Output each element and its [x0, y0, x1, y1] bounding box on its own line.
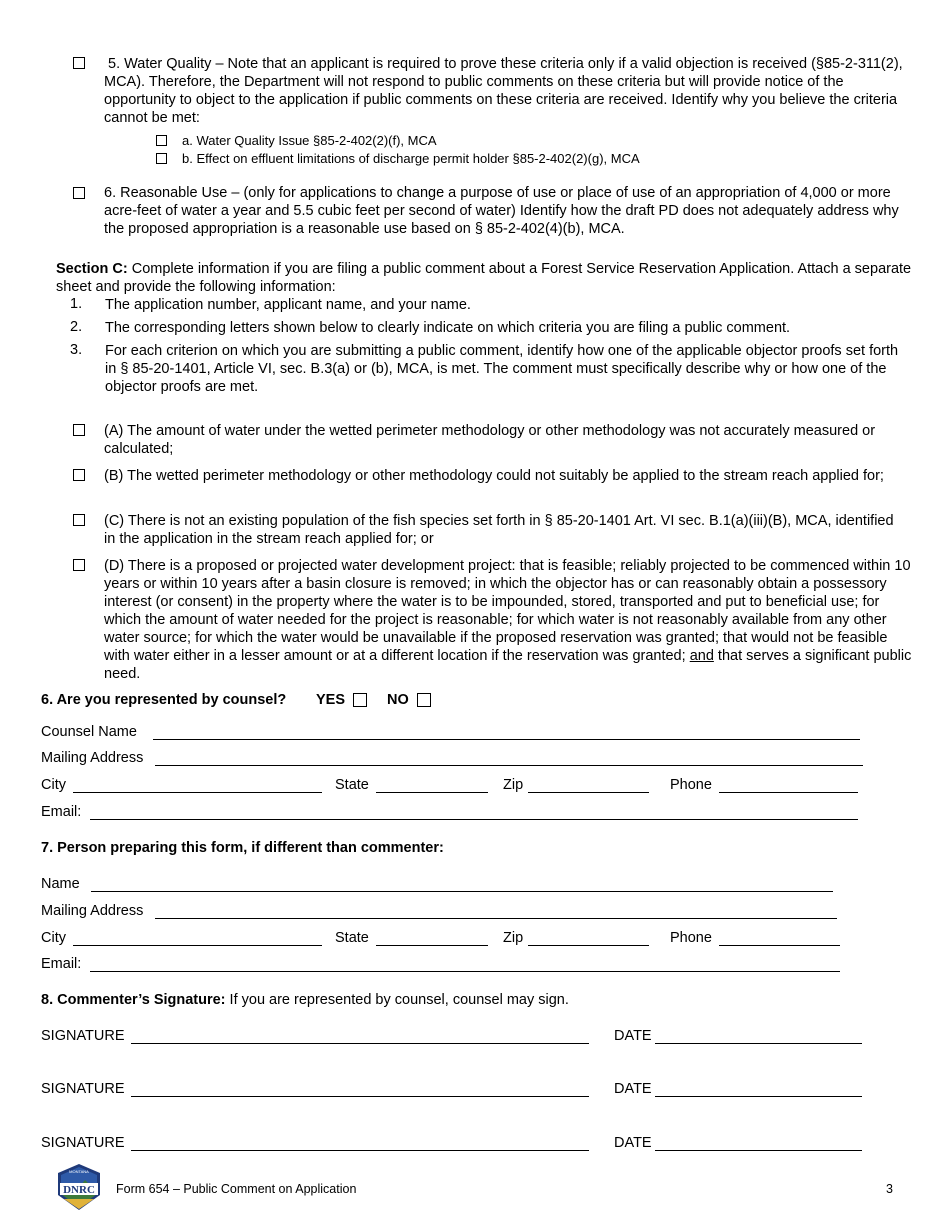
- counsel-yes-checkbox[interactable]: [353, 693, 367, 707]
- preparer-city-field[interactable]: [73, 945, 322, 946]
- counsel-state-label: State: [335, 777, 369, 793]
- list-item-3: For each criterion on which you are submitting a public comment, identify how one of the applicable objector proofs set forth in § 85-20-1401, Article VI, sec. B.3(a) or (b), MCA, is met. The comment must specifically describe why or how one of the objector proofs are met.: [105, 343, 899, 395]
- preparer-state-field[interactable]: [376, 945, 488, 946]
- water-quality-checkbox[interactable]: [73, 57, 85, 69]
- criterion-c-checkbox[interactable]: [73, 514, 85, 526]
- page-number: 3: [886, 1182, 893, 1196]
- signature-field-1[interactable]: [131, 1043, 589, 1044]
- preparer-state-label: State: [335, 930, 369, 946]
- preparer-phone-field[interactable]: [719, 945, 840, 946]
- counsel-email-field[interactable]: [90, 819, 858, 820]
- criterion-d-text: [104, 557, 914, 683]
- counsel-city-field[interactable]: [73, 792, 322, 793]
- water-quality-text: 5. Water Quality – Note that an applicant is required to prove these criteria only if a valid objection is received (§85-2-311(2), MCA). Therefore, the Department will not respond to public comments on these criteria but will provide notice of the opportunity to object to the application if public comments on these criteria are received. Identify why you believe the criteria cannot be met:: [104, 56, 903, 126]
- preparer-mailing-label: Mailing Address: [41, 903, 144, 919]
- date-field-3[interactable]: [655, 1150, 862, 1151]
- counsel-phone-field[interactable]: [719, 792, 858, 793]
- date-label-1: DATE: [614, 1028, 652, 1044]
- criterion-d-checkbox[interactable]: [73, 559, 85, 571]
- counsel-city-label: City: [41, 777, 66, 793]
- criterion-b-text: (B) The wetted perimeter methodology or other methodology could not suitably be applied to the stream reach applied for;: [104, 468, 884, 484]
- preparer-zip-label: Zip: [503, 930, 524, 946]
- counsel-mailing-field[interactable]: [155, 765, 863, 766]
- counsel-question: 6. Are you represented by counsel?: [41, 692, 287, 708]
- criterion-c-text: (C) There is not an existing population of the fish species set forth in § 85-20-1401 Art. VI sec. B.1(a)(iii)(B), MCA, identified in the application in the stream reach applied for; or: [104, 513, 894, 547]
- counsel-email-label: Email:: [41, 804, 82, 820]
- criterion-d-and: and: [689, 648, 714, 664]
- counsel-name-label: Counsel Name: [41, 724, 137, 740]
- footer-form-title: Form 654 – Public Comment on Application: [116, 1182, 357, 1196]
- water-quality-issue-checkbox[interactable]: [156, 135, 167, 146]
- preparer-email-field[interactable]: [90, 971, 840, 972]
- signature-label-2: SIGNATURE: [41, 1081, 125, 1097]
- criterion-b-checkbox[interactable]: [73, 469, 85, 481]
- date-field-1[interactable]: [655, 1043, 862, 1044]
- list-num-1: 1.: [70, 296, 83, 312]
- logo-top-text: MONTANA: [69, 1169, 89, 1174]
- counsel-mailing-label: Mailing Address: [41, 750, 144, 766]
- counsel-zip-field[interactable]: [528, 792, 649, 793]
- counsel-name-field[interactable]: [153, 739, 860, 740]
- date-label-2: DATE: [614, 1081, 652, 1097]
- counsel-state-field[interactable]: [376, 792, 488, 793]
- signature-field-2[interactable]: [131, 1096, 589, 1097]
- counsel-phone-label: Phone: [670, 777, 712, 793]
- signature-note: If you are represented by counsel, counsel may sign.: [225, 992, 569, 1008]
- signature-label-3: SIGNATURE: [41, 1135, 125, 1151]
- counsel-yes-label: YES: [316, 692, 346, 708]
- signature-heading-line: [41, 992, 569, 1008]
- preparer-phone-label: Phone: [670, 930, 712, 946]
- section-c-heading: Section C:: [56, 261, 128, 277]
- counsel-zip-label: Zip: [503, 777, 524, 793]
- list-item-2: The corresponding letters shown below to clearly indicate on which criteria you are filing a public comment.: [105, 320, 791, 336]
- signature-field-3[interactable]: [131, 1150, 589, 1151]
- preparer-zip-field[interactable]: [528, 945, 649, 946]
- dnrc-logo: [55, 1163, 103, 1211]
- logo-text: DNRC: [63, 1184, 95, 1196]
- section-c-intro: [56, 260, 912, 296]
- date-label-3: DATE: [614, 1135, 652, 1151]
- preparer-city-label: City: [41, 930, 66, 946]
- preparer-question: 7. Person preparing this form, if different than commenter:: [41, 840, 444, 856]
- preparer-mailing-field[interactable]: [155, 918, 837, 919]
- counsel-no-checkbox[interactable]: [417, 693, 431, 707]
- preparer-email-label: Email:: [41, 956, 82, 972]
- criterion-a-checkbox[interactable]: [73, 424, 85, 436]
- reasonable-use-text: 6. Reasonable Use – (only for applications to change a purpose of use or place of use of an appropriation of 4,000 or more acre-feet of water a year and 5.5 cubic feet per second of water) Identify how the draft PD does not adequately address why the proposed appropriation is a reasonable use based on § 85-2-402(4)(b), MCA.: [104, 185, 899, 237]
- criterion-a-text: (A) The amount of water under the wetted perimeter methodology or other methodology was not accurately measured or calculated;: [104, 423, 876, 457]
- list-num-3: 3.: [70, 342, 83, 358]
- signature-label-1: SIGNATURE: [41, 1028, 125, 1044]
- criterion-d-text-main: (D) There is a proposed or projected water development project: that is feasible; reliably projected to be commenced within 10 years or within 10 years after a basin closure is removed; in which the objector has or can reasonably obtain a possessory interest (or consent) in the property where the water is to be impounded, stored, transported and put to beneficial use; for which the amount of water needed for the project is reasonable; for which water is not reasonably available from any other water source; for which the water would be unavailable if the proposed reservation was granted; that would not be feasible with water either in a lesser amount or at a different location if the reservation was granted;: [104, 558, 911, 664]
- list-num-2: 2.: [70, 319, 83, 335]
- date-field-2[interactable]: [655, 1096, 862, 1097]
- section-c-intro-text: Complete information if you are filing a public comment about a Forest Service Reservation Application. Attach a separate sheet and provide the following information:: [56, 261, 912, 295]
- list-item-1: The application number, applicant name, and your name.: [105, 297, 471, 313]
- criterion-d-text-end: that serves a significant public need.: [104, 648, 912, 682]
- reasonable-use-checkbox[interactable]: [73, 187, 85, 199]
- water-quality-issue-label: a. Water Quality Issue §85-2-402(2)(f), MCA: [182, 133, 437, 148]
- effluent-limitations-label: b. Effect on effluent limitations of discharge permit holder §85-2-402(2)(g), MCA: [182, 151, 640, 166]
- counsel-no-label: NO: [387, 692, 409, 708]
- effluent-limitations-checkbox[interactable]: [156, 153, 167, 164]
- dnrc-logo-icon: [55, 1163, 103, 1211]
- preparer-name-field[interactable]: [91, 891, 833, 892]
- signature-heading: 8. Commenter’s Signature:: [41, 992, 226, 1008]
- preparer-name-label: Name: [41, 876, 80, 892]
